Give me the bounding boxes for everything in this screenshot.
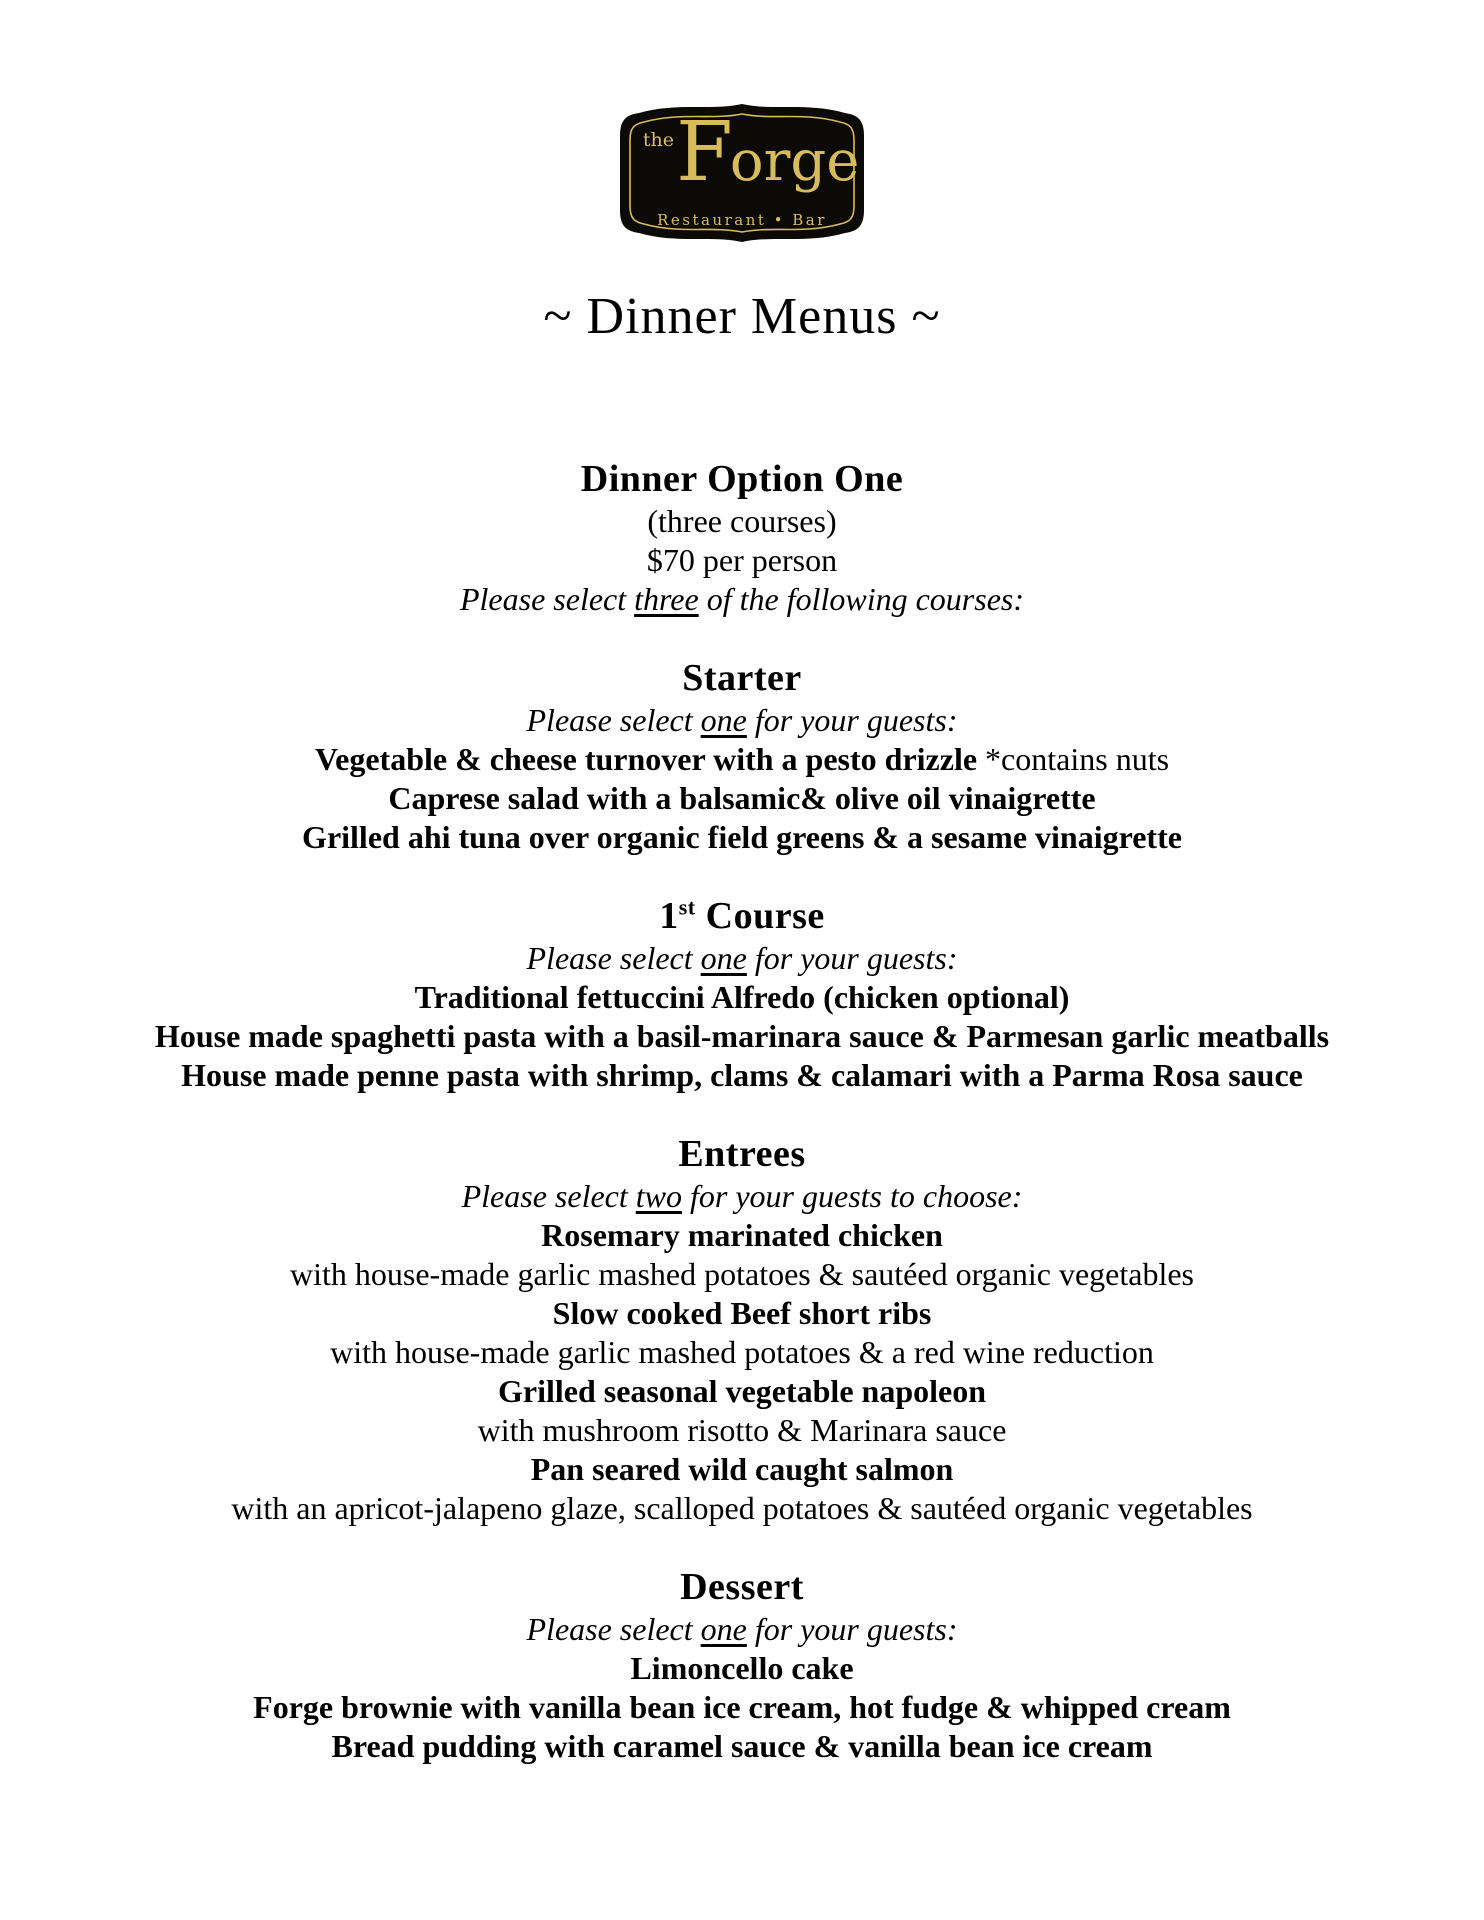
logo-the: the <box>642 129 674 151</box>
ordinal-superscript: st <box>678 894 696 920</box>
menu-item-description: with mushroom risotto & Marinara sauce <box>477 1412 1007 1448</box>
forge-logo-badge <box>606 92 878 254</box>
section-heading: Starter <box>682 657 802 699</box>
menu-section-first-course <box>0 893 1484 1095</box>
menu-section-starter <box>0 655 1484 857</box>
select-instruction <box>0 1177 1484 1216</box>
menu-item: Limoncello cake <box>630 1650 854 1686</box>
menu-section-dessert <box>0 1564 1484 1766</box>
menu-item-description: with house-made garlic mashed potatoes & sautéed organic vegetables <box>290 1256 1194 1292</box>
select-text: Please select <box>526 940 701 976</box>
select-instruction <box>0 701 1484 740</box>
select-underlined-word: three <box>634 581 699 617</box>
option-select-instruction <box>0 580 1484 619</box>
menu-item: Pan seared wild caught salmon <box>530 1451 954 1487</box>
menu-section-entrees <box>0 1131 1484 1528</box>
select-text: Please select <box>526 1611 701 1647</box>
section-heading: Entrees <box>678 1133 806 1175</box>
select-text: Please select <box>461 1178 636 1214</box>
menu-item: Vegetable & cheese turnover with a pesto drizzle *contains nuts <box>314 741 1170 777</box>
menu-item-description: with an apricot-jalapeno glaze, scalloped potatoes & sautéed organic vegetables <box>231 1490 1253 1526</box>
select-text: of the following courses: <box>698 581 1024 617</box>
select-underlined-word: one <box>700 940 747 976</box>
section-heading: 1st Course <box>659 894 825 937</box>
select-instruction <box>0 939 1484 978</box>
menu-option-one <box>0 456 1484 619</box>
select-text: for your guests: <box>746 940 958 976</box>
menu-item: Rosemary marinated chicken <box>541 1217 943 1253</box>
menu-item: House made penne pasta with shrimp, clams & calamari with a Parma Rosa sauce <box>181 1057 1303 1093</box>
select-text: for your guests: <box>746 702 958 738</box>
select-underlined-word: two <box>635 1178 682 1214</box>
option-price: $70 per person <box>646 542 838 578</box>
section-heading: Dessert <box>680 1566 804 1608</box>
logo-name: Forge <box>676 105 860 200</box>
option-courses-note: (three courses) <box>647 503 837 539</box>
menu-item: Grilled ahi tuna over organic field greens & a sesame vinaigrette <box>302 819 1182 855</box>
select-underlined-word: one <box>700 1611 747 1647</box>
menu-item: Bread pudding with caramel sauce & vanilla bean ice cream <box>331 1728 1153 1764</box>
menu-item: Grilled seasonal vegetable napoleon <box>498 1373 986 1409</box>
menu-item-description: with house-made garlic mashed potatoes & a red wine reduction <box>330 1334 1154 1370</box>
restaurant-logo <box>606 92 878 254</box>
select-underlined-word: one <box>700 702 747 738</box>
select-text: for your guests: <box>746 1611 958 1647</box>
menu-item: Caprese salad with a balsamic& olive oil vinaigrette <box>388 780 1096 816</box>
logo-subtitle: Restaurant • Bar <box>657 211 827 229</box>
select-text: Please select <box>526 702 701 738</box>
menu-item: Slow cooked Beef short ribs <box>552 1295 932 1331</box>
page-title: ~ Dinner Menus ~ <box>543 288 941 345</box>
menu-item: Forge brownie with vanilla bean ice cream, hot fudge & whipped cream <box>253 1689 1231 1725</box>
select-text: for your guests to choose: <box>681 1178 1023 1214</box>
select-text: Please select <box>459 581 635 617</box>
option-heading: Dinner Option One <box>580 458 904 500</box>
select-instruction <box>0 1610 1484 1649</box>
menu-item: House made spaghetti pasta with a basil-marinara sauce & Parmesan garlic meatballs <box>154 1018 1330 1054</box>
menu-item: Traditional fettuccini Alfredo (chicken optional) <box>414 979 1070 1015</box>
